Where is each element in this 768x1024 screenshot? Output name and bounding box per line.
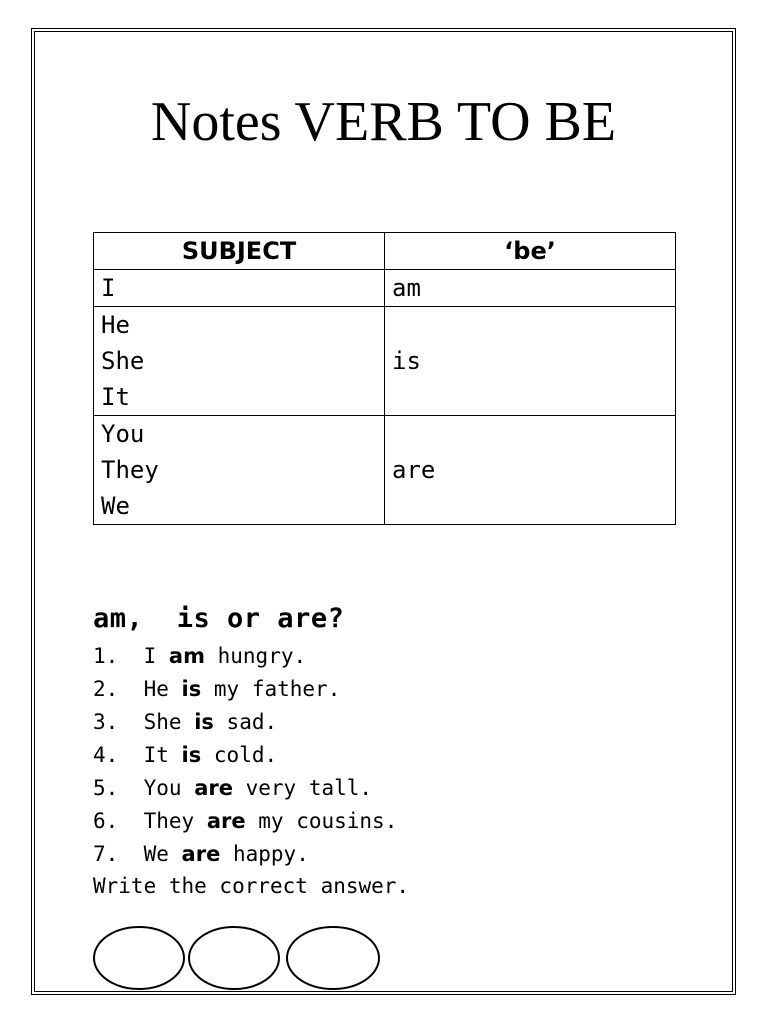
item-verb: is <box>181 677 202 701</box>
item-number: 6. <box>93 809 119 833</box>
item-number: 2. <box>93 677 119 701</box>
subject-cell <box>94 307 385 416</box>
item-verb: are <box>194 776 233 800</box>
item-verb: are <box>206 809 246 833</box>
item-rest: cold. <box>213 743 278 767</box>
table-row <box>94 307 676 416</box>
subject-pronoun: We <box>101 492 130 520</box>
item-number: 7. <box>93 842 119 866</box>
item-number: 3. <box>93 710 119 734</box>
item-rest: hungry. <box>217 644 307 668</box>
item-subject: She <box>143 710 182 734</box>
subject-pronoun: She <box>101 347 145 375</box>
subject-pronoun: He <box>101 311 130 339</box>
item-subject: I <box>143 644 157 668</box>
verb-cell: are <box>385 416 676 525</box>
item-rest: sad. <box>226 710 278 734</box>
table-row <box>94 270 676 307</box>
item-number: 4. <box>93 743 119 767</box>
item-number: 1. <box>93 644 119 668</box>
list-item <box>93 772 397 805</box>
list-item <box>93 739 397 772</box>
answer-oval-2 <box>189 927 279 989</box>
page-title: Notes VERB TO BE <box>150 91 617 153</box>
item-rest: very tall. <box>245 776 373 800</box>
answer-oval-1 <box>94 927 184 989</box>
verb-table <box>93 232 676 525</box>
item-verb: is <box>181 743 202 767</box>
exercise-list <box>93 640 397 871</box>
table-header-row <box>94 233 676 270</box>
verb-cell: is <box>385 307 676 416</box>
item-verb: am <box>168 644 205 668</box>
list-item <box>93 640 397 673</box>
answer-oval-3 <box>287 927 379 989</box>
item-rest: my father. <box>213 677 341 701</box>
instruction-text: Write the correct answer. <box>93 874 410 898</box>
item-subject: He <box>143 677 169 701</box>
item-subject: You <box>143 776 182 800</box>
list-item <box>93 805 397 838</box>
list-item <box>93 838 397 871</box>
table-row <box>94 416 676 525</box>
list-item <box>93 706 397 739</box>
header-subject: SUBJECT <box>94 233 385 270</box>
item-number: 5. <box>93 776 119 800</box>
header-be: ‘be’ <box>385 233 676 270</box>
subject-cell <box>94 416 385 525</box>
item-subject: It <box>143 743 169 767</box>
item-rest: happy. <box>232 842 309 866</box>
subject-pronoun: They <box>101 456 159 484</box>
item-rest: my cousins. <box>258 809 398 833</box>
subject-pronoun: You <box>101 420 145 448</box>
item-subject: They <box>143 809 195 833</box>
item-verb: is <box>194 710 214 734</box>
list-item <box>93 673 397 706</box>
item-subject: We <box>143 842 169 866</box>
item-verb: are <box>181 842 221 866</box>
verb-cell: am <box>385 270 676 307</box>
subject-pronoun: It <box>101 383 130 411</box>
answer-ovals <box>93 925 393 991</box>
exercise-heading: am, is or are? <box>93 603 345 634</box>
subject-cell <box>94 270 385 307</box>
subject-pronoun: I <box>101 274 116 302</box>
